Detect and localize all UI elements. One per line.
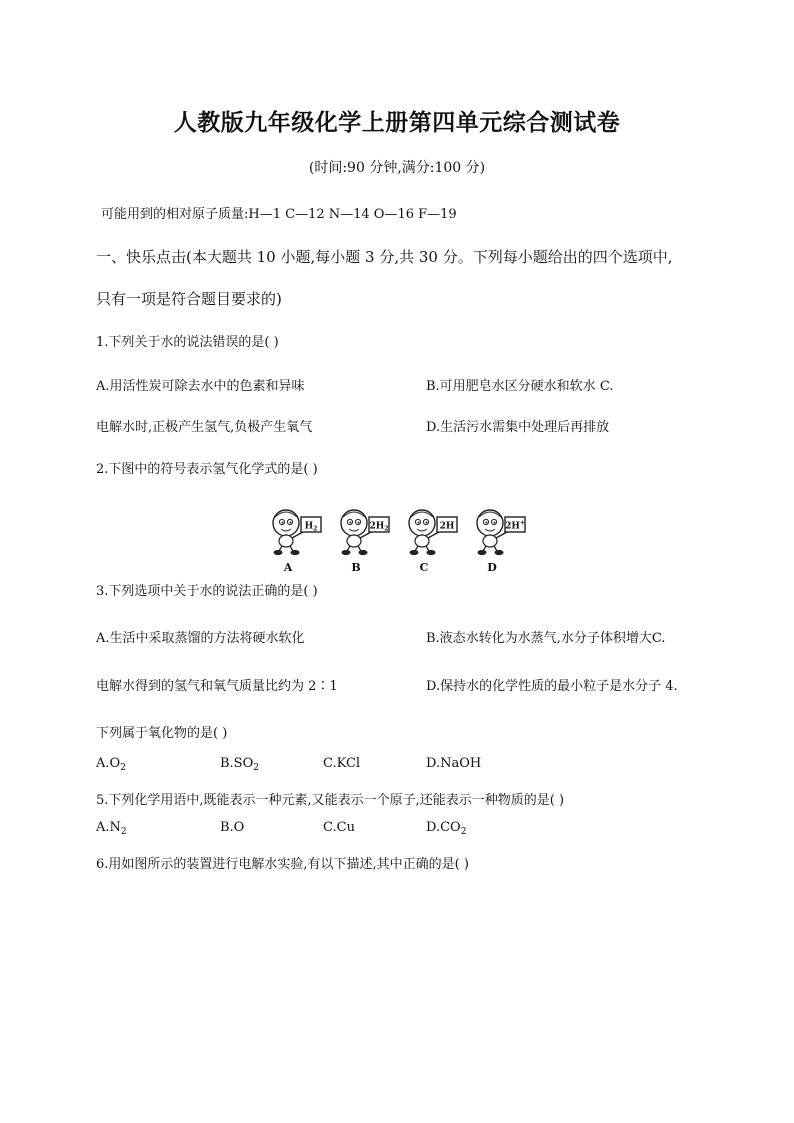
- q3-option-c: 电解水得到的氢气和氧气质量比约为 2∶1: [96, 679, 338, 694]
- q4-option-a: $A.O_2$: [96, 756, 126, 773]
- q1-stem: 1.下列关于水的说法错误的是( ): [96, 335, 279, 350]
- figure-label-c: C: [419, 561, 429, 574]
- atomic-masses: 可能用到的相对原子质量:H—1 C—12 N—14 O—16 F—19: [101, 207, 457, 222]
- q3-option-d: D.保持水的化学性质的最小粒子是水分子 4.: [426, 679, 678, 694]
- figure-label-d: D: [487, 561, 497, 574]
- q1-option-d: D.生活污水需集中处理后再排放: [426, 420, 610, 435]
- formula-card-text: $2H_2$: [369, 521, 389, 533]
- q5-option-d: $D.CO_2$: [426, 820, 467, 837]
- q4-stem: 下列属于氧化物的是( ): [96, 726, 228, 741]
- q4-option-b: $B.SO_2$: [220, 756, 259, 773]
- q4-option-c: C.KCl: [323, 756, 361, 771]
- q4-option-d: D.NaOH: [426, 756, 482, 771]
- exam-time-score: (时间:90 分钟,满分:100 分): [308, 160, 486, 176]
- q6-stem: 6.用如图所示的装置进行电解水实验,有以下描述,其中正确的是( ): [96, 857, 469, 872]
- formula-card-text: 2H: [439, 521, 455, 532]
- figure-character-b: [341, 510, 389, 574]
- figure-character-c: [409, 510, 457, 574]
- q5-option-c: C.Cu: [323, 820, 355, 835]
- q3-option-b: B.液态水转化为水蒸气,水分子体积增大C.: [426, 631, 666, 646]
- figure-character-a: [273, 510, 321, 574]
- q1-option-c: 电解水时,正极产生氢气,负极产生氧气: [96, 420, 313, 435]
- q3-option-a: A.生活中采取蒸馏的方法将硬水软化: [96, 631, 305, 646]
- q1-option-b: B.可用肥皂水区分硬水和软水 C.: [426, 379, 614, 394]
- q2-stem: 2.下图中的符号表示氢气化学式的是( ): [96, 462, 318, 477]
- figure-label-b: B: [351, 561, 361, 574]
- section1-heading-line1: 一、快乐点击(本大题共 10 小题,每小题 3 分,共 30 分。下列每小题给出的四个选项中,: [96, 248, 673, 266]
- formula-card-text: $H_2$: [304, 521, 318, 533]
- page-title: 人教版九年级化学上册第四单元综合测试卷: [173, 109, 621, 136]
- q3-stem: 3.下列选项中关于水的说法正确的是( ): [96, 584, 318, 599]
- q2-figure: [262, 505, 542, 575]
- q5-stem: 5.下列化学用语中,既能表示一种元素,又能表示一个原子,还能表示一种物质的是( ): [96, 793, 565, 808]
- formula-card-text: 2H+: [505, 519, 525, 532]
- figure-label-a: A: [283, 561, 293, 574]
- figure-character-d: [477, 510, 525, 574]
- q5-option-a: $A.N_2$: [96, 820, 127, 837]
- q5-option-b: B.O: [220, 820, 245, 835]
- section1-heading-line2: 只有一项是符合题目要求的): [96, 290, 282, 308]
- q1-option-a: A.用活性炭可除去水中的色素和异味: [96, 379, 305, 394]
